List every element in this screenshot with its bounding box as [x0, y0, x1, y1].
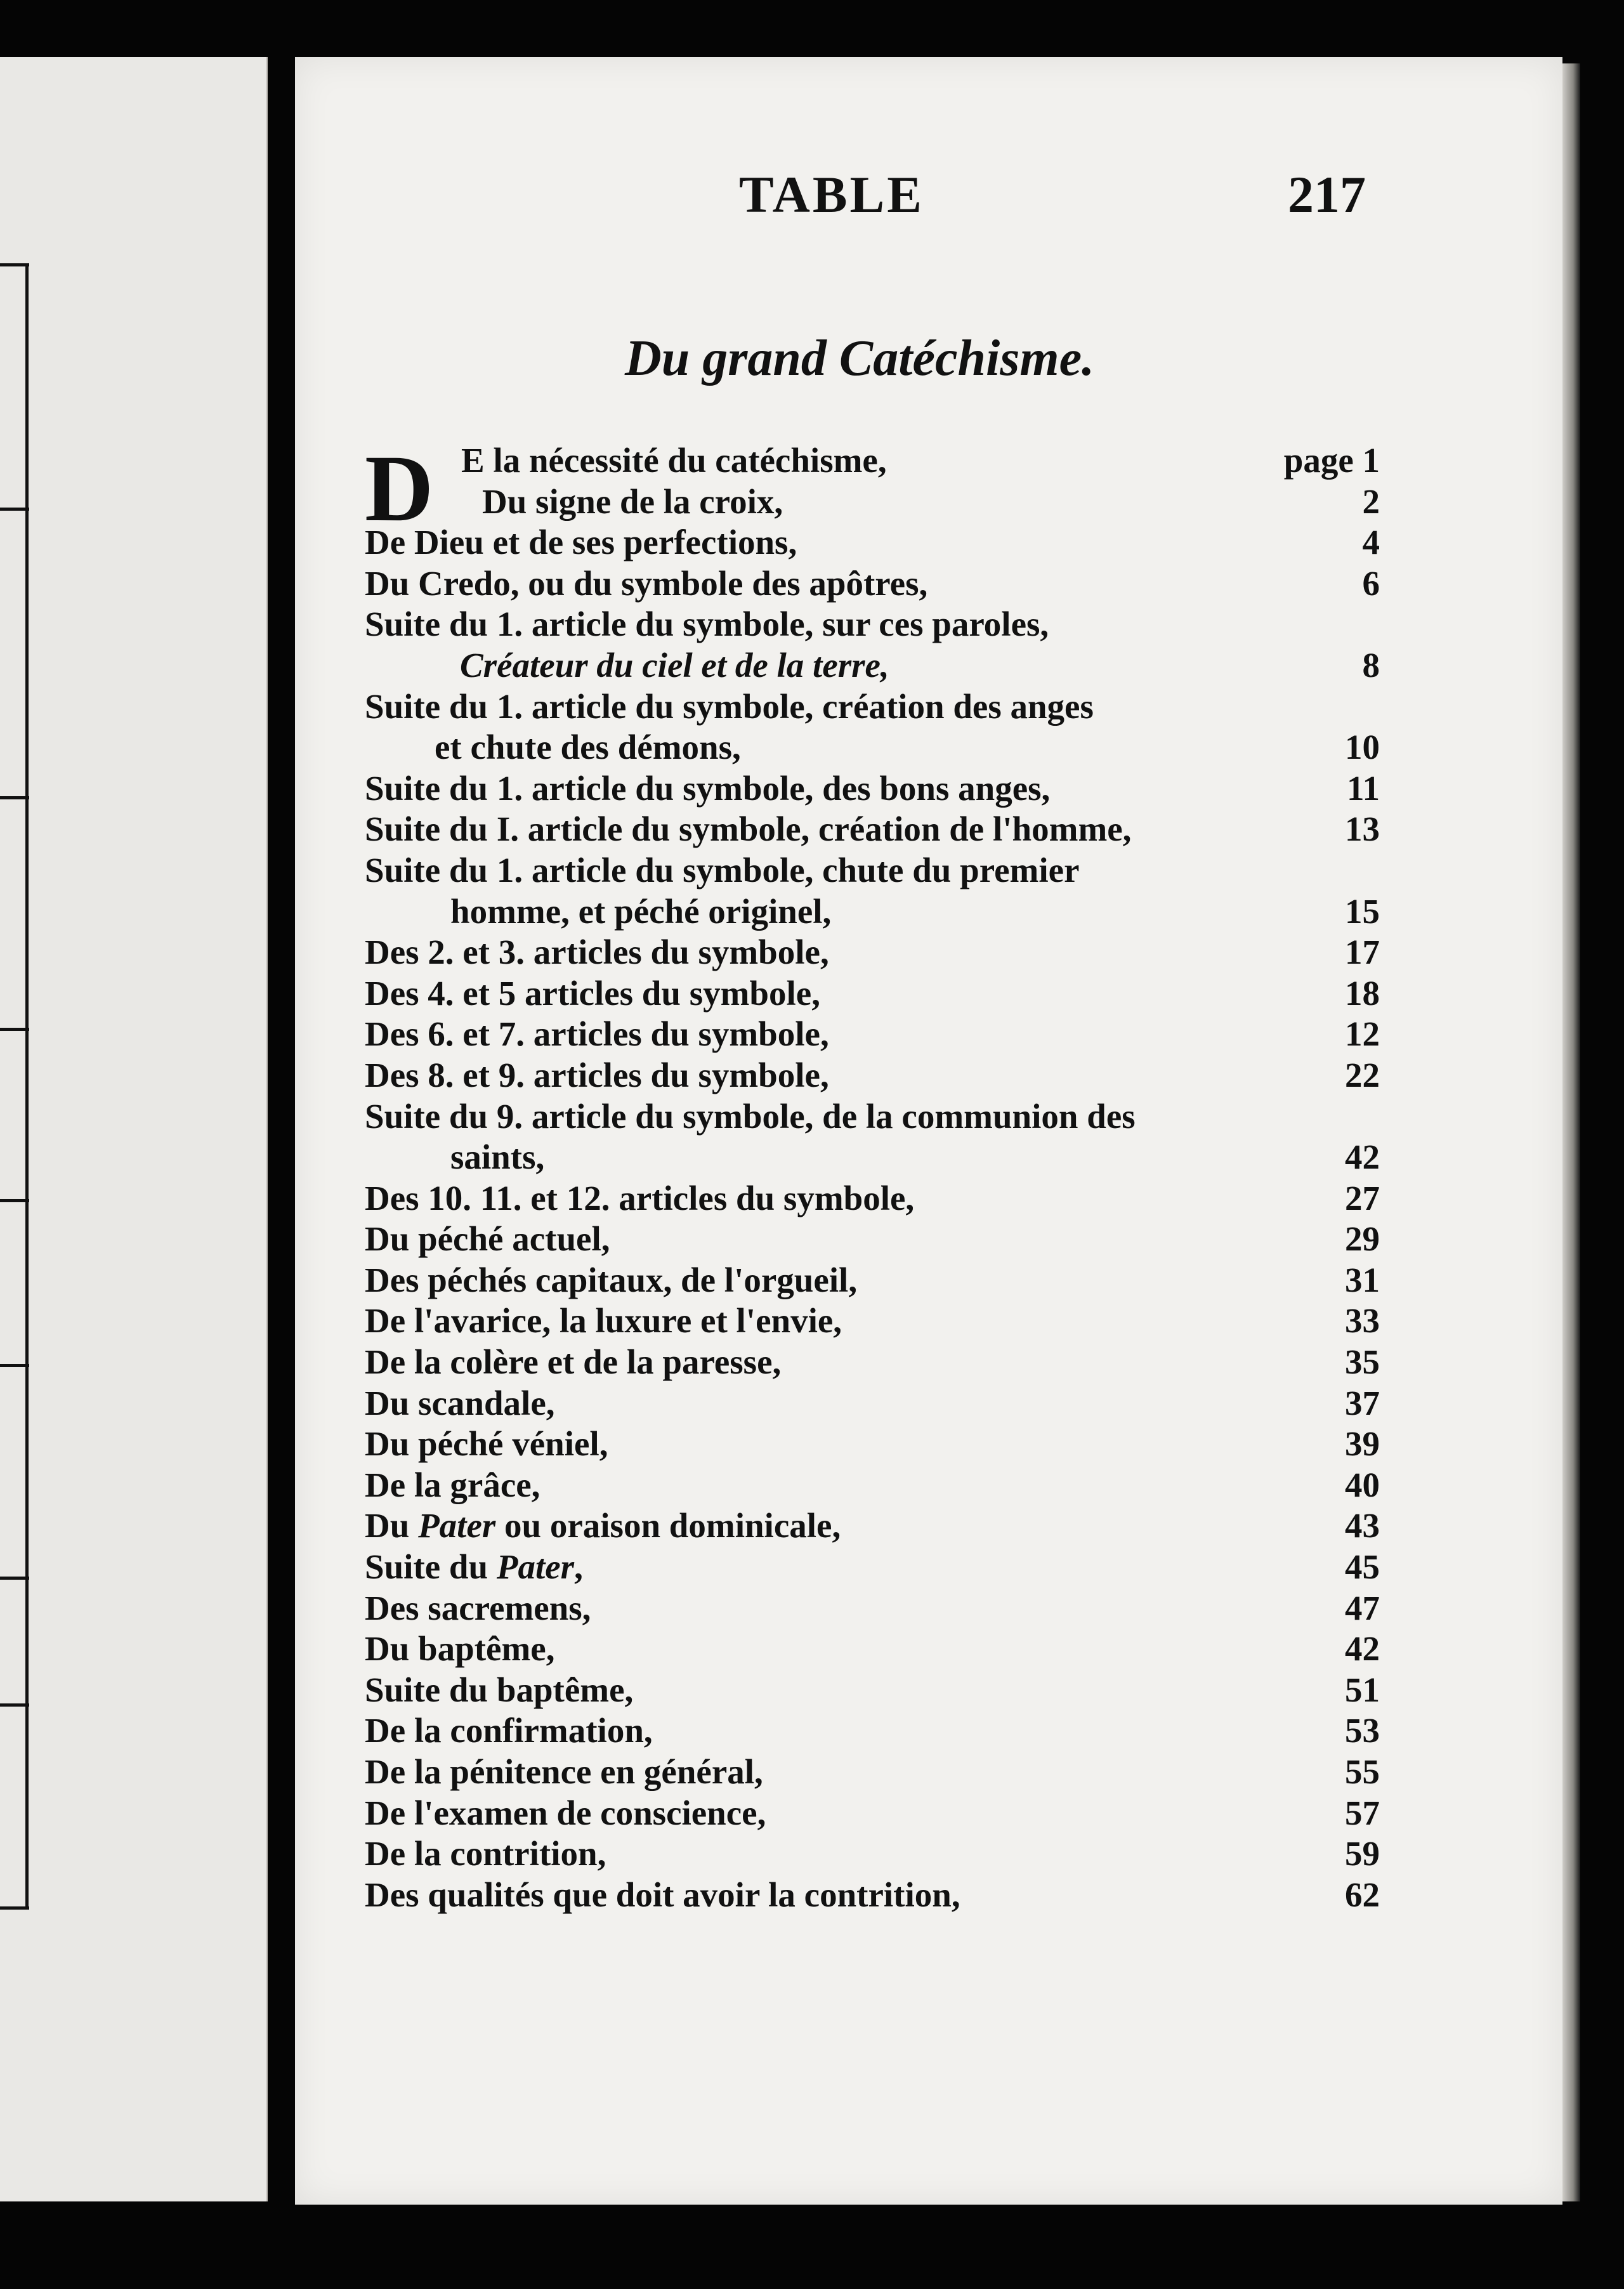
toc-entry: [365, 1465, 1380, 1506]
toc-entry: [365, 891, 1380, 933]
toc-entry-page: 59: [1345, 1834, 1380, 1873]
toc-entry-page: 29: [1345, 1219, 1380, 1259]
toc-entry: [365, 932, 1380, 973]
toc-entry-page: 62: [1345, 1875, 1380, 1914]
toc-entry-page: 45: [1345, 1547, 1380, 1587]
toc-entry-text: De Dieu et de ses perfections,: [365, 523, 797, 562]
toc-entry: [365, 809, 1380, 850]
toc-entry-text: De l'examen de conscience,: [365, 1793, 766, 1832]
toc-entry-text: Suite du 1. article du symbole, création des anges: [365, 686, 1094, 726]
toc-entry-text: saints,: [450, 1138, 545, 1177]
toc-entry-page: 40: [1345, 1465, 1380, 1504]
toc-entry-page: 11: [1347, 768, 1380, 808]
table-of-contents: [365, 436, 1380, 1915]
toc-entry: [365, 1301, 1380, 1342]
toc-entry: [365, 604, 1380, 645]
toc-entry-text: Des péchés capitaux, de l'orgueil,: [365, 1260, 858, 1299]
toc-entry: [365, 1342, 1380, 1383]
toc-entry: [365, 1588, 1380, 1629]
toc-entry-text: Suite du 1. article du symbole, chute du premier: [365, 850, 1080, 889]
book-page: [295, 57, 1562, 2205]
facing-page-tick: [0, 1364, 29, 1367]
toc-entry-page: 55: [1345, 1752, 1380, 1791]
toc-entry-page: 15: [1345, 891, 1380, 931]
toc-entry: [365, 1875, 1380, 1916]
toc-entry-page: 12: [1345, 1014, 1380, 1054]
toc-entry-page: 43: [1345, 1506, 1380, 1545]
toc-entry: [365, 1178, 1380, 1219]
toc-entry-text-post: ,: [574, 1547, 583, 1587]
facing-page-edge: [0, 57, 268, 2201]
toc-entry-text-post: ou oraison dominicale,: [495, 1506, 841, 1545]
toc-entry-text: Suite du 1. article du symbole, sur ces paroles,: [365, 605, 1049, 644]
drop-cap: D: [365, 436, 434, 541]
toc-entry: [365, 1137, 1380, 1178]
toc-entry-page: 37: [1345, 1383, 1380, 1422]
toc-entry: [365, 440, 1380, 482]
toc-entry: [365, 645, 1380, 686]
toc-entry: [365, 1505, 1380, 1547]
toc-entry-text: Des qualités que doit avoir la contrition,: [365, 1875, 960, 1914]
toc-entry: [365, 563, 1380, 605]
running-title: TABLE: [739, 166, 924, 223]
toc-entry-text: E la nécessité du catéchisme,: [461, 441, 887, 480]
facing-page-tick: [0, 1199, 29, 1202]
toc-entry: [365, 1219, 1380, 1260]
toc-entry: [365, 973, 1380, 1014]
toc-entry-text: De la pénitence en général,: [365, 1752, 763, 1791]
section-title: Du grand Catéchisme.: [625, 331, 1095, 386]
toc-entry-page: 10: [1345, 728, 1380, 767]
toc-entry-page: 6: [1362, 563, 1380, 603]
toc-entry-text: De l'avarice, la luxure et l'envie,: [365, 1301, 842, 1341]
toc-entry-text: Du péché véniel,: [365, 1424, 608, 1464]
toc-entry-text: [365, 1505, 841, 1547]
facing-page-tick: [0, 263, 29, 266]
toc-entry-text-italic: Pater: [418, 1506, 496, 1545]
toc-entry-page: 53: [1345, 1711, 1380, 1750]
facing-page-tick: [0, 508, 29, 511]
toc-entry-page: page 1: [1283, 441, 1380, 480]
toc-entry-text: Des 4. et 5 articles du symbole,: [365, 973, 820, 1013]
toc-entry-text: Suite du 1. article du symbole, des bons anges,: [365, 768, 1051, 808]
facing-page-tick: [0, 796, 29, 799]
toc-entry-text: Des 2. et 3. articles du symbole,: [365, 933, 829, 972]
toc-entry-text: Du péché actuel,: [365, 1219, 610, 1259]
toc-entry-text: Des sacremens,: [365, 1588, 591, 1627]
toc-entry-page: 35: [1345, 1342, 1380, 1382]
toc-entry: [365, 1629, 1380, 1670]
toc-entry-page: 4: [1362, 523, 1380, 562]
toc-entry-text: Des 6. et 7. articles du symbole,: [365, 1014, 829, 1054]
toc-entry: [365, 1752, 1380, 1793]
toc-entry: [365, 768, 1380, 810]
facing-page-rule: [25, 266, 29, 1910]
page-edge-shadow: [1562, 63, 1580, 2201]
toc-entry-text: De la contrition,: [365, 1834, 606, 1873]
toc-entry-text: Suite du 9. article du symbole, de la communion des: [365, 1096, 1136, 1136]
toc-entry-page: 18: [1345, 973, 1380, 1013]
toc-entry: [365, 482, 1380, 523]
toc-entry: [365, 1547, 1380, 1588]
toc-entry-page: 47: [1345, 1588, 1380, 1627]
toc-entry: [365, 686, 1380, 728]
toc-entry-text: Suite du I. article du symbole, création de l'homme,: [365, 810, 1132, 849]
toc-entry: [365, 727, 1380, 768]
facing-page-tick: [0, 1577, 29, 1580]
facing-page-tick: [0, 1703, 29, 1707]
toc-entry-text-pre: Suite du: [365, 1547, 497, 1587]
toc-entry-text: [365, 1547, 583, 1588]
facing-page-tick: [0, 1028, 29, 1031]
toc-entry-text: De la grâce,: [365, 1465, 540, 1504]
toc-entry-page: 2: [1362, 482, 1380, 521]
toc-entry-text: et chute des démons,: [435, 728, 741, 767]
toc-entry-text-italic: Pater: [496, 1547, 575, 1587]
toc-entry: [365, 1793, 1380, 1834]
toc-entry-text: De la colère et de la paresse,: [365, 1342, 782, 1382]
page-header: [295, 165, 1562, 241]
toc-entry-text: De la confirmation,: [365, 1711, 653, 1750]
toc-entry-page: 17: [1345, 933, 1380, 972]
toc-entry-text: Des 8. et 9. articles du symbole,: [365, 1055, 829, 1094]
toc-entry: [365, 1670, 1380, 1711]
toc-entry-text: Suite du baptême,: [365, 1670, 634, 1709]
toc-entry-page: 51: [1345, 1670, 1380, 1709]
toc-entry-text: homme, et péché originel,: [450, 891, 832, 931]
toc-entry-page: 22: [1345, 1055, 1380, 1094]
toc-entry: [365, 1096, 1380, 1138]
page-number: 217: [1288, 166, 1366, 223]
toc-entry: [365, 1055, 1380, 1096]
toc-entry-text: Du signe de la croix,: [482, 482, 783, 521]
facing-page-tick: [0, 1906, 29, 1910]
toc-entry: [365, 1710, 1380, 1752]
toc-entry-page: 31: [1345, 1260, 1380, 1299]
toc-entry-page: 27: [1345, 1178, 1380, 1217]
toc-entry-text: Du baptême,: [365, 1629, 555, 1669]
toc-entry-page: 33: [1345, 1301, 1380, 1341]
toc-entry-page: 13: [1345, 810, 1380, 849]
toc-entry: [365, 1383, 1380, 1424]
toc-entry: [365, 1014, 1380, 1055]
toc-entry-text: Des 10. 11. et 12. articles du symbole,: [365, 1178, 915, 1217]
toc-entry-text: Du Credo, ou du symbole des apôtres,: [365, 563, 928, 603]
toc-entry-text: Créateur du ciel et de la terre,: [460, 645, 889, 685]
toc-entry-page: 39: [1345, 1424, 1380, 1464]
toc-entry-page: 57: [1345, 1793, 1380, 1832]
toc-entry: [365, 850, 1380, 891]
toc-entry-page: 8: [1362, 645, 1380, 685]
toc-entry-page: 42: [1345, 1138, 1380, 1177]
toc-entry: [365, 522, 1380, 563]
toc-entry-page: 42: [1345, 1629, 1380, 1669]
toc-entry-text: Du scandale,: [365, 1383, 555, 1422]
toc-entry: [365, 1833, 1380, 1875]
toc-entry: [365, 1424, 1380, 1465]
toc-entry: [365, 1260, 1380, 1301]
toc-entry-text-pre: Du: [365, 1506, 419, 1545]
